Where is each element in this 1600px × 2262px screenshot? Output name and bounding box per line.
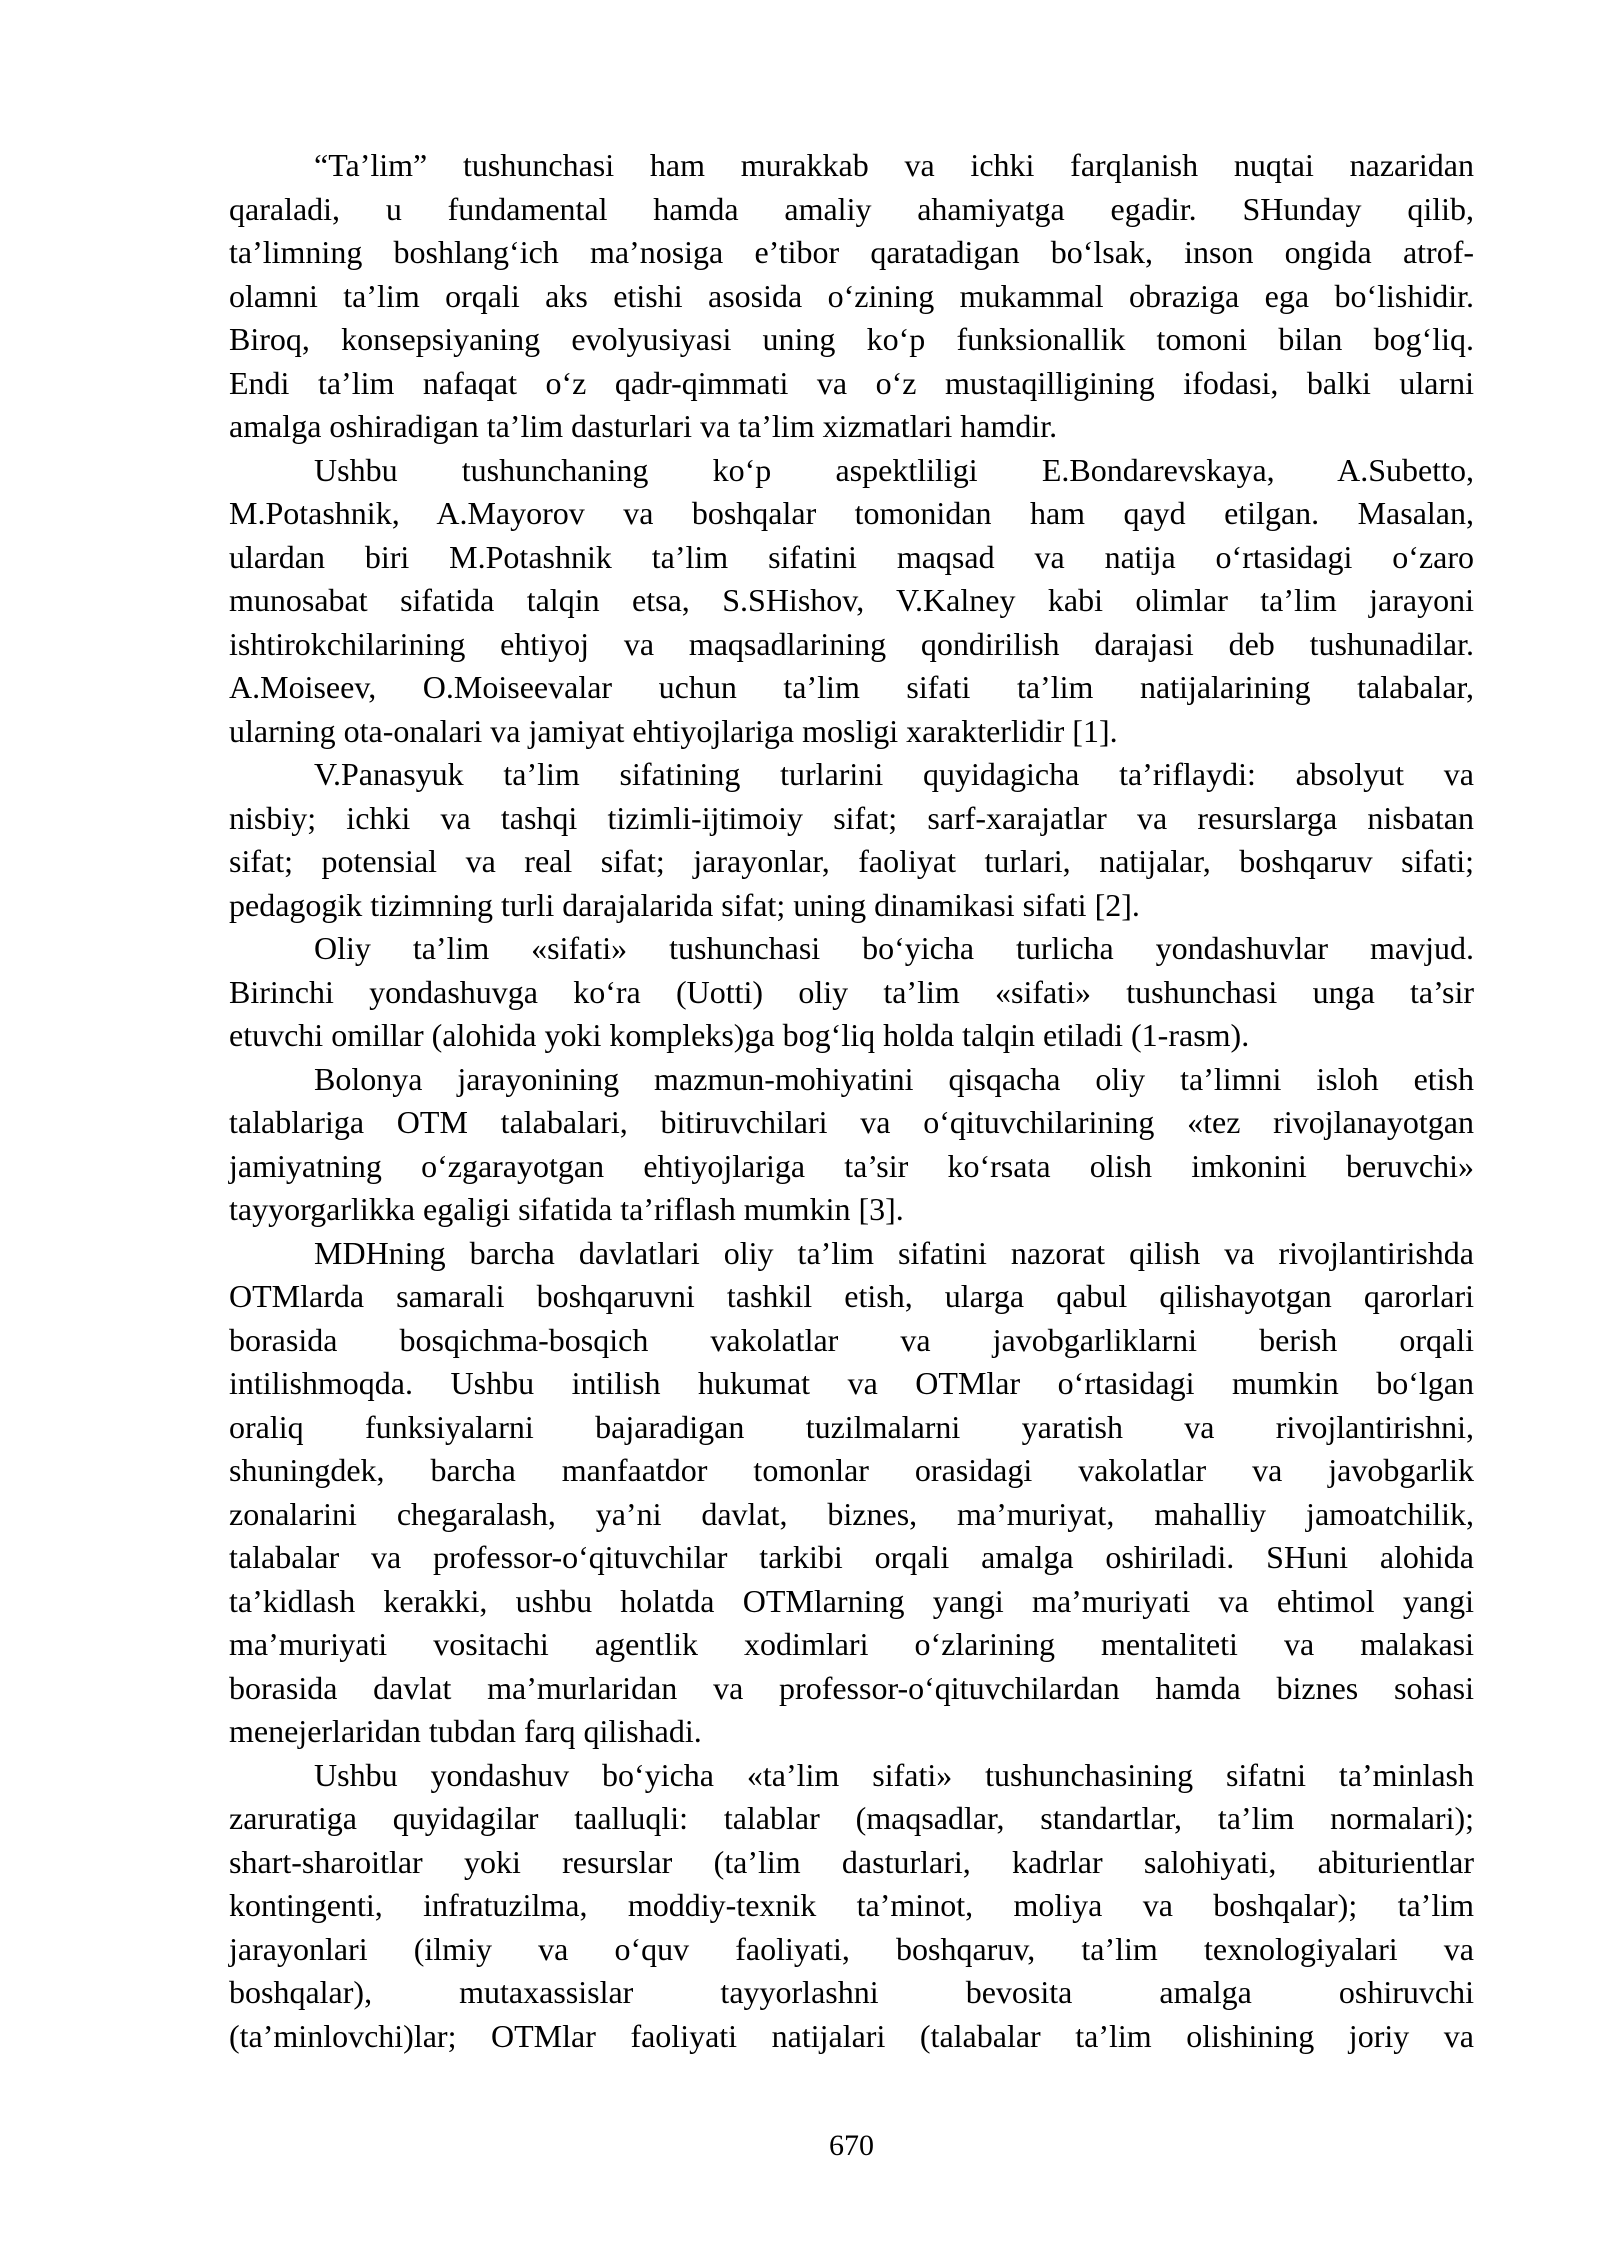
text-line: Biroq, konsepsiyaning evolyusiyasi uning ko‘p funksionallik tomoni bilan bog‘liq.	[229, 321, 1474, 357]
text-line: sifat; potensial va real sifat; jarayonlar, faoliyat turlari, natijalar, boshqaruv sifati;	[229, 843, 1474, 879]
text-line: MDHning barcha davlatlari oliy ta’lim sifatini nazorat qilish va rivojlantirishda	[314, 1234, 1474, 1271]
body-text	[229, 144, 1474, 2058]
text-line: OTMlarda samarali boshqaruvni tashkil etish, ularga qabul qilishayotgan qarorlari	[229, 1278, 1474, 1314]
text-line: boshqalar), mutaxassislar tayyorlashni bevosita amalga oshiruvchi	[229, 1974, 1474, 2010]
paragraph	[229, 927, 1474, 1058]
text-line: A.Moiseev, O.Moiseevalar uchun ta’lim sifati ta’lim natijalarining talabalar,	[229, 669, 1474, 705]
text-line: ularning ota-onalari va jamiyat ehtiyojlariga mosligi xarakterlidir [1].	[229, 712, 1118, 749]
text-line: talablariga OTM talabalari, bitiruvchilari va o‘qituvchilarining «tez rivojlanayotgan	[229, 1104, 1474, 1140]
paragraph	[229, 449, 1474, 754]
text-line: M.Potashnik, A.Mayorov va boshqalar tomonidan ham qayd etilgan. Masalan,	[229, 495, 1474, 531]
paragraph	[229, 1232, 1474, 1754]
text-line: amalga oshiradigan ta’lim dasturlari va ta’lim xizmatlari hamdir.	[229, 408, 1058, 444]
text-line: munosabat sifatida talqin etsa, S.SHishov, V.Kalney kabi olimlar ta’lim jarayoni	[229, 582, 1474, 618]
text-line: ulardan biri M.Potashnik ta’lim sifatini maqsad va natija o‘rtasidagi o‘zaro	[229, 538, 1474, 575]
paragraph	[229, 1754, 1474, 2059]
text-line: “Ta’lim” tushunchasi ham murakkab va ichki farqlanish nuqtai nazaridan	[314, 147, 1474, 183]
text-line: qaraladi, u fundamental hamda amaliy ahamiyatga egadir. SHunday qilib,	[229, 190, 1474, 227]
text-line: intilishmoqda. Ushbu intilish hukumat va OTMlar o‘rtasidagi mumkin bo‘lgan	[229, 1365, 1474, 1401]
text-line: kontingenti, infratuzilma, moddiy-texnik ta’minot, moliya va boshqalar); ta’lim	[229, 1887, 1474, 1923]
text-line: etuvchi omillar (alohida yoki kompleks)ga bog‘liq holda talqin etiladi (1-rasm).	[229, 1017, 1250, 1053]
text-line: Ushbu yondashuv bo‘yicha «ta’lim sifati» tushunchasining sifatni ta’minlash	[314, 1756, 1474, 1793]
text-line: tayyorgarlikka egaligi sifatida ta’riflash mumkin [3].	[229, 1191, 904, 1227]
text-line: jarayonlari (ilmiy va o‘quv faoliyati, boshqaruv, ta’lim texnologiyalari va	[229, 1930, 1474, 1967]
text-line: borasida davlat ma’murlaridan va professor-o‘qituvchilardan hamda biznes sohasi	[229, 1669, 1474, 1706]
text-line: ta’kidlash kerakki, ushbu holatda OTMlarning yangi ma’muriyati va ehtimol yangi	[229, 1582, 1474, 1619]
paragraph	[229, 144, 1474, 449]
text-line: zaruratiga quyidagilar taalluqli: talablar (maqsadlar, standartlar, ta’lim normalari);	[229, 1800, 1474, 1836]
text-line: shuningdek, barcha manfaatdor tomonlar orasidagi vakolatlar va javobgarlik	[229, 1452, 1474, 1488]
text-line: ta’limning boshlang‘ich ma’nosiga e’tibor qaratadigan bo‘lsak, inson ongida atrof-	[229, 234, 1474, 270]
text-line: jamiyatning o‘zgarayotgan ehtiyojlariga ta’sir ko‘rsata olish imkonini beruvchi»	[229, 1147, 1474, 1184]
text-line: olamni ta’lim orqali aks etishi asosida o‘zining mukammal obraziga ega bo‘lishidir.	[229, 277, 1474, 314]
text-line: pedagogik tizimning turli darajalarida sifat; uning dinamikasi sifati [2].	[229, 886, 1140, 923]
text-line: Endi ta’lim nafaqat o‘z qadr-qimmati va o‘z mustaqilligining ifodasi, balki ularni	[229, 364, 1474, 401]
text-line: oraliq funksiyalarni bajaradigan tuzilmalarni yaratish va rivojlantirishni,	[229, 1408, 1474, 1445]
text-line: Ushbu tushunchaning ko‘p aspektliligi E.Bondarevskaya, A.Subetto,	[314, 451, 1474, 488]
text-line: zonalarini chegaralash, ya’ni davlat, biznes, ma’muriyat, mahalliy jamoatchilik,	[229, 1495, 1474, 1532]
text-line: Birinchi yondashuvga ko‘ra (Uotti) oliy ta’lim «sifati» tushunchasi unga ta’sir	[229, 973, 1474, 1010]
text-line: shart-sharoitlar yoki resurslar (ta’lim dasturlari, kadrlar salohiyati, abiturientlar	[229, 1843, 1474, 1880]
text-line: talabalar va professor-o‘qituvchilar tarkibi orqali amalga oshiriladi. SHuni alohida	[229, 1539, 1474, 1575]
page-number: 670	[829, 2129, 874, 2162]
text-line: ishtirokchilarining ehtiyoj va maqsadlarining qondirilish darajasi deb tushunadilar.	[229, 625, 1474, 662]
text-line: V.Panasyuk ta’lim sifatining turlarini quyidagicha ta’riflaydi: absolyut va	[314, 756, 1474, 792]
paragraph	[229, 1058, 1474, 1232]
text-line: Bolonya jarayonining mazmun-mohiyatini qisqacha oliy ta’limni isloh etish	[314, 1060, 1474, 1097]
text-line: menejerlaridan tubdan farq qilishadi.	[229, 1713, 702, 1749]
text-line: borasida bosqichma-bosqich vakolatlar va javobgarliklarni berish orqali	[229, 1321, 1474, 1358]
text-line: nisbiy; ichki va tashqi tizimli-ijtimoiy sifat; sarf-xarajatlar va resurslarga nisbatan	[229, 799, 1474, 836]
text-line: Oliy ta’lim «sifati» tushunchasi bo‘yicha turlicha yondashuvlar mavjud.	[314, 930, 1474, 966]
text-line: (ta’minlovchi)lar; OTMlar faoliyati natijalari (talabalar ta’lim olishining joriy va	[229, 2017, 1474, 2054]
text-line: ma’muriyati vositachi agentlik xodimlari o‘zlarining mentaliteti va malakasi	[229, 1626, 1474, 1662]
paragraph	[229, 753, 1474, 927]
